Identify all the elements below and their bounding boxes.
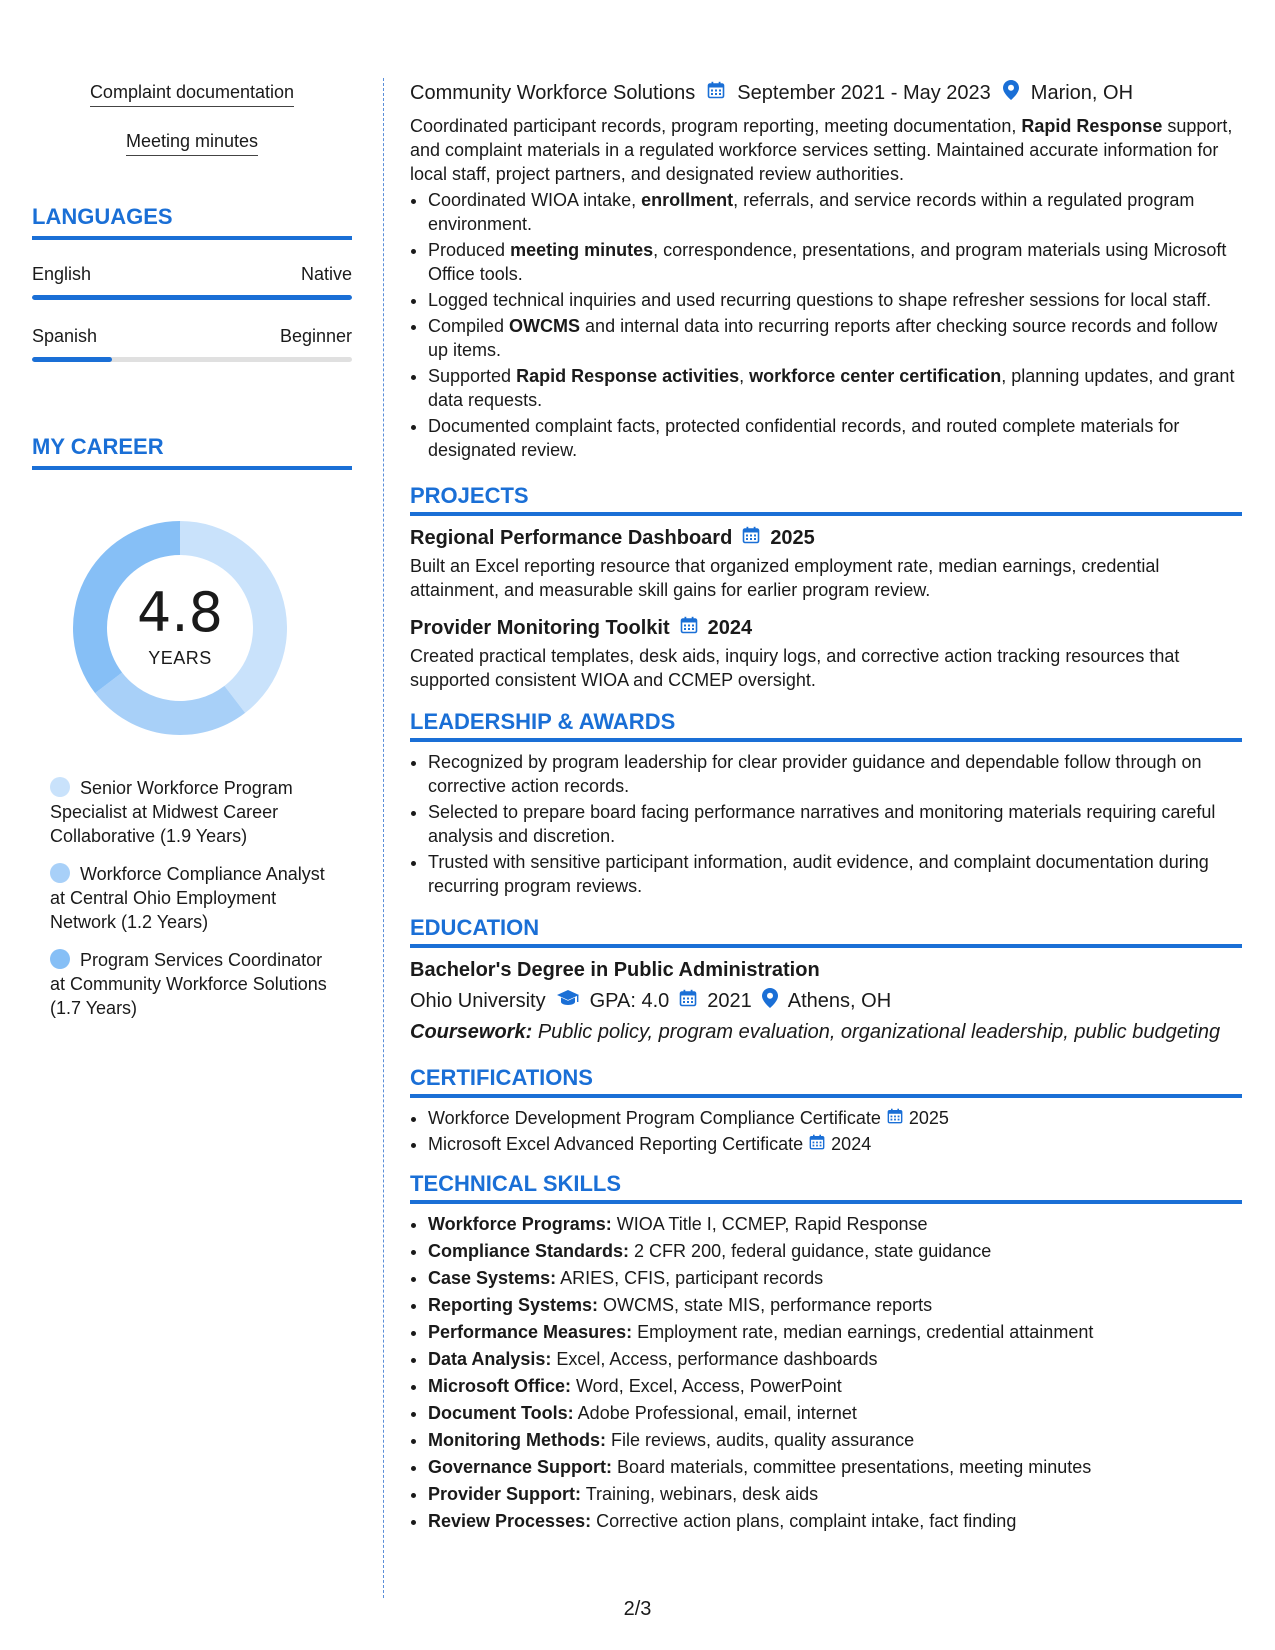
project-description: Built an Excel reporting resource that organized employment rate, median earnings, credential attainment, and measurable skill gains for earlier program review. (410, 556, 1160, 600)
career-unit: YEARS (148, 648, 212, 668)
certification-item (428, 1132, 1242, 1156)
coursework (410, 1020, 1242, 1044)
text-run: support, and complaint materials in a regulated workforce services setting. Maintained accurate information for local staff, project partners, and designated review authorities. (410, 116, 1233, 184)
text-run: Logged technical inquiries and used recurring questions to shape refresher sessions for local staff. (428, 290, 1212, 310)
language-proficiency-bar (32, 357, 352, 362)
gpa: GPA: 4.0 (589, 990, 670, 1012)
job-bullets (410, 188, 1242, 462)
skill-label: Reporting Systems: (428, 1295, 599, 1315)
main-content (410, 80, 1242, 1536)
skill-label: Provider Support: (428, 1484, 582, 1504)
languages-heading: LANGUAGES (32, 204, 352, 240)
text-run: Compiled (428, 316, 510, 336)
job-bullet (428, 288, 1242, 312)
certification-year: 2025 (908, 1108, 949, 1128)
skill-item (428, 1428, 1242, 1452)
skill-label: Data Analysis: (428, 1349, 552, 1369)
graduation-year: 2021 (707, 990, 752, 1012)
skill-item (428, 1320, 1242, 1344)
legend-dot (50, 949, 70, 969)
school-name: Ohio University (410, 990, 546, 1012)
certification-name: • Workforce Development Program Compliance Certificate (428, 1108, 881, 1128)
skill-value: Adobe Professional, email, internet (573, 1403, 857, 1423)
skill-item (428, 1455, 1242, 1479)
skill-item (428, 1482, 1242, 1506)
education-section (410, 916, 1242, 1044)
skill-item (428, 1266, 1242, 1290)
column-divider (383, 78, 384, 1598)
skill-item (428, 1509, 1242, 1533)
education-details (410, 988, 1242, 1014)
language-level: Native (300, 264, 352, 284)
career-legend (50, 776, 340, 1020)
certifications-heading: CERTIFICATIONS (410, 1066, 1242, 1098)
emphasis-text: Rapid Response (1021, 116, 1163, 136)
career-legend-text: Program Services Coordinator at Community Workforce Solutions (1.7 Years) (50, 950, 327, 1018)
leadership-item: • Trusted with sensitive participant information, audit evidence, and complaint documentation during recurring program reviews. (428, 850, 1242, 898)
certification-item (428, 1106, 1242, 1130)
job-summary (410, 114, 1242, 186)
job-bullet (428, 314, 1242, 362)
skill-value: OWCMS, state MIS, performance reports (598, 1295, 933, 1315)
page-number: 2/3 (623, 1598, 652, 1620)
career-legend-item (50, 948, 340, 1020)
text-run: , planning updates, and grant data requests. (428, 366, 1235, 410)
calendar-icon (887, 1106, 903, 1130)
certification-year: 2024 (831, 1134, 872, 1154)
skill-value: Excel, Access, performance dashboards (551, 1349, 878, 1369)
education-heading: EDUCATION (410, 916, 1242, 948)
language-name: Spanish (32, 326, 98, 346)
leadership-section (410, 710, 1242, 898)
job-header (410, 80, 1242, 106)
skill-value: 2 CFR 200, federal guidance, state guidance (629, 1241, 992, 1261)
language-item (32, 326, 352, 362)
skill-label: Compliance Standards: (428, 1241, 630, 1261)
job-dates: September 2021 - May 2023 (737, 82, 991, 104)
emphasis-text: workforce center certification (749, 366, 1002, 386)
coursework-label: Coursework: (410, 1021, 533, 1043)
skill-item (428, 1212, 1242, 1236)
project-title-row (410, 526, 1242, 550)
skill-value: File reviews, audits, quality assurance (605, 1430, 915, 1450)
skill-tag: Meeting minutes (126, 127, 258, 156)
skills-heading: TECHNICAL SKILLS (410, 1172, 1242, 1204)
certifications-section (410, 1066, 1242, 1156)
skill-label: Case Systems: (428, 1268, 557, 1288)
job-bullet (428, 364, 1242, 412)
career-legend-text: Workforce Compliance Analyst at Central Ohio Employment Network (1.2 Years) (50, 864, 325, 932)
project-title: Provider Monitoring Toolkit (410, 617, 670, 639)
calendar-icon (707, 81, 725, 105)
certifications-list (410, 1106, 1242, 1156)
proficiency-fill (32, 357, 112, 362)
emphasis-text: Rapid Response activities (516, 366, 740, 386)
skill-value: Corrective action plans, complaint intake, fact finding (591, 1511, 1017, 1531)
skills-list (410, 1212, 1242, 1533)
map-pin-icon (762, 988, 778, 1014)
language-item (32, 264, 352, 300)
legend-dot (50, 863, 70, 883)
sidebar (32, 78, 352, 1034)
graduation-cap-icon (556, 989, 580, 1013)
projects-section (410, 484, 1242, 692)
emphasis-text: enrollment (641, 190, 734, 210)
leadership-item: • Recognized by program leadership for clear provider guidance and dependable follow through on corrective action records. (428, 750, 1242, 798)
job-bullet (428, 238, 1242, 286)
skill-label: Monitoring Methods: (428, 1430, 606, 1450)
text-run: Coordinated WIOA intake, (428, 190, 642, 210)
career-heading: MY CAREER (32, 434, 352, 470)
school-location: Athens, OH (787, 990, 892, 1012)
career-donut-chart (66, 514, 294, 742)
skill-item (428, 1293, 1242, 1317)
emphasis-text: meeting minutes (510, 240, 654, 260)
skill-value: Training, webinars, desk aids (581, 1484, 819, 1504)
skill-value: Word, Excel, Access, PowerPoint (571, 1376, 842, 1396)
project-year: 2025 (770, 527, 815, 549)
skill-item (428, 1239, 1242, 1263)
coursework-list: Public policy, program evaluation, organizational leadership, public budgeting (537, 1021, 1221, 1043)
map-pin-icon (1003, 80, 1019, 106)
text-run: Coordinated participant records, program reporting, meeting documentation, (410, 116, 1022, 136)
career-total: 4.8 (137, 581, 223, 644)
skill-tag: Complaint documentation (90, 78, 294, 107)
skill-label: Review Processes: (428, 1511, 592, 1531)
text-run: , referrals, and service records within a regulated program environment. (428, 190, 1195, 234)
career-legend-item (50, 776, 340, 848)
emphasis-text: OWCMS (509, 316, 581, 336)
project-year: 2024 (707, 617, 753, 639)
proficiency-fill (32, 295, 352, 300)
skill-value: Board materials, committee presentations, meeting minutes (612, 1457, 1092, 1477)
projects-heading: PROJECTS (410, 484, 1242, 516)
language-name: English (32, 264, 92, 284)
skill-label: Performance Measures: (428, 1322, 633, 1342)
language-proficiency-bar (32, 295, 352, 300)
skill-item (428, 1347, 1242, 1371)
leadership-heading: LEADERSHIP & AWARDS (410, 710, 1242, 742)
skill-value: Employment rate, median earnings, credential attainment (632, 1322, 1094, 1342)
text-run: Documented complaint facts, protected confidential records, and routed complete materials for designated review. (428, 416, 1180, 460)
leadership-list (410, 750, 1242, 898)
degree: Bachelor's Degree in Public Administration (410, 959, 820, 981)
text-run: , correspondence, presentations, and program materials using Microsoft Office tools. (428, 240, 1227, 284)
job-bullet (428, 414, 1242, 462)
skill-value: ARIES, CFIS, participant records (556, 1268, 824, 1288)
leadership-item: • Selected to prepare board facing performance narratives and monitoring materials requiring careful analysis and discretion. (428, 800, 1242, 848)
company-name: Community Workforce Solutions (410, 82, 696, 104)
calendar-icon (809, 1132, 825, 1156)
skill-value: WIOA Title I, CCMEP, Rapid Response (611, 1214, 928, 1234)
text-run: and internal data into recurring reports after checking source records and follow up items. (428, 316, 1218, 360)
skill-label: Document Tools: (428, 1403, 574, 1423)
calendar-icon (680, 616, 698, 640)
project-description: Created practical templates, desk aids, inquiry logs, and corrective action tracking resources that supported consistent WIOA and CCMEP oversight. (410, 646, 1180, 690)
skill-label: Workforce Programs: (428, 1214, 612, 1234)
skill-item (428, 1401, 1242, 1425)
skills-section (410, 1172, 1242, 1533)
language-level: Beginner (279, 326, 352, 346)
project-title: Regional Performance Dashboard (410, 527, 733, 549)
text-run: Supported (428, 366, 517, 386)
legend-dot (50, 777, 70, 797)
calendar-icon (679, 989, 697, 1013)
skill-item (428, 1374, 1242, 1398)
skill-label: Microsoft Office: (428, 1376, 572, 1396)
career-legend-item (50, 862, 340, 934)
project-title-row (410, 616, 1242, 640)
donut-segment (95, 672, 245, 735)
job-location: Marion, OH (1030, 82, 1134, 104)
career-legend-text: Senior Workforce Program Specialist at Midwest Career Collaborative (1.9 Years) (50, 778, 293, 846)
certification-name: • Microsoft Excel Advanced Reporting Certificate (428, 1134, 804, 1154)
text-run: Produced (428, 240, 511, 260)
job-bullet (428, 188, 1242, 236)
skill-label: Governance Support: (428, 1457, 613, 1477)
calendar-icon (742, 526, 760, 550)
text-run: , (739, 366, 750, 386)
